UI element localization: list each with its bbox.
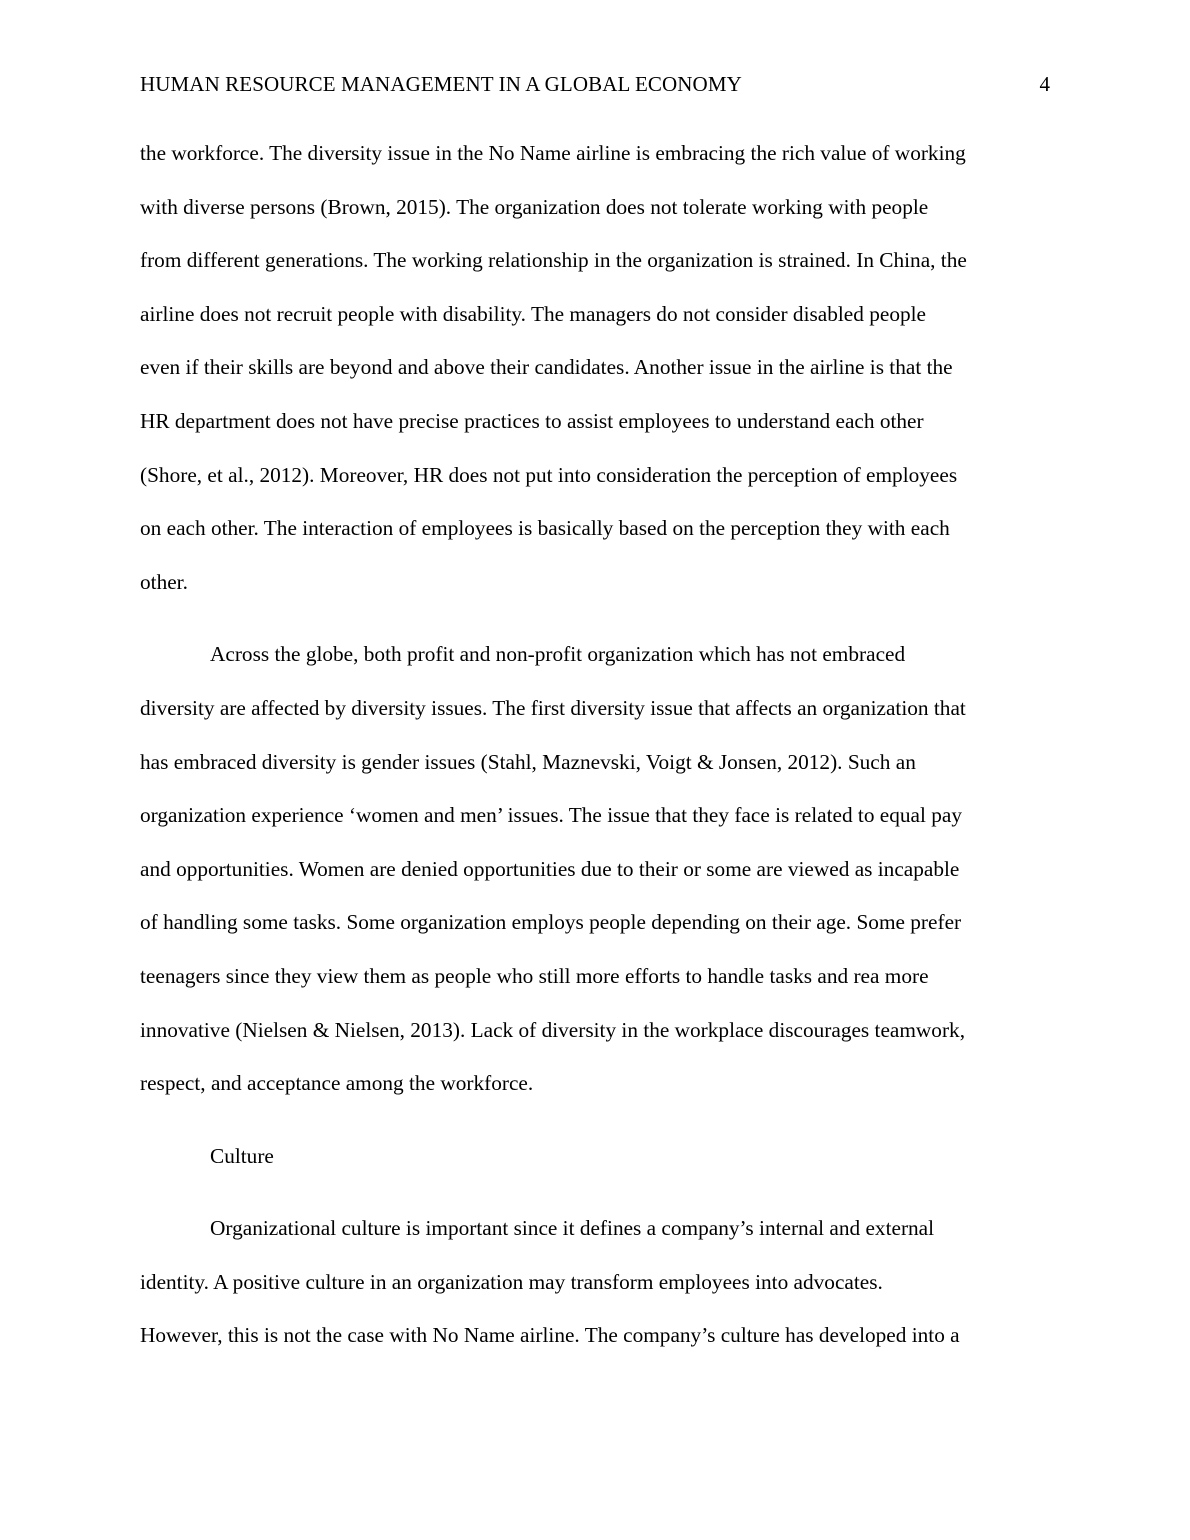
text-line: However, this is not the case with No Name airline. The company’s culture has developed into a: [140, 1323, 960, 1348]
page-number: 4: [1039, 72, 1050, 96]
text-line: organization experience ‘women and men’ issues. The issue that they face is related to equal pay: [140, 803, 962, 828]
section-heading-culture: Culture: [210, 1143, 274, 1168]
paragraph-diversity-issues: [140, 127, 1050, 609]
paragraph-global-diversity: [140, 628, 1050, 1110]
text-line: innovative (Nielsen & Nielsen, 2013). Lack of diversity in the workplace discourages teamwork,: [140, 1017, 966, 1042]
paragraph-spacer: [140, 609, 1050, 628]
text-line: from different generations. The working relationship in the organization is strained. In China, the: [140, 248, 967, 273]
text-line: has embraced diversity is gender issues (Stahl, Maznevski, Voigt & Jonsen, 2012). Such an: [140, 749, 916, 774]
text-line: Organizational culture is important since it defines a company’s internal and external: [210, 1216, 935, 1241]
running-title: HUMAN RESOURCE MANAGEMENT IN A GLOBAL ECONOMY: [140, 72, 742, 96]
text-line: with diverse persons (Brown, 2015). The organization does not tolerate working with people: [140, 194, 929, 219]
text-line: teenagers since they view them as people who still more efforts to handle tasks and rea more: [140, 963, 929, 988]
paragraph-spacer: [140, 1183, 1050, 1202]
text-line: and opportunities. Women are denied opportunities due to their or some are viewed as incapable: [140, 856, 960, 881]
text-line: on each other. The interaction of employees is basically based on the perception they with each: [140, 516, 950, 541]
text-line: Across the globe, both profit and non-profit organization which has not embraced: [210, 642, 906, 667]
document-body: [140, 127, 1050, 1363]
text-line: the workforce. The diversity issue in the No Name airline is embracing the rich value of working: [140, 141, 966, 165]
text-line: airline does not recruit people with disability. The managers do not consider disabled people: [140, 301, 926, 326]
text-line: HR department does not have precise practices to assist employees to understand each other: [140, 408, 924, 433]
paragraph-spacer: [140, 1111, 1050, 1130]
paragraph-culture: [140, 1202, 1050, 1363]
text-line: (Shore, et al., 2012). Moreover, HR does not put into consideration the perception of employees: [140, 462, 958, 487]
text-line: diversity are affected by diversity issues. The first diversity issue that affects an organization that: [140, 695, 966, 720]
text-line: of handling some tasks. Some organization employs people depending on their age. Some prefer: [140, 910, 962, 935]
text-line: other.: [140, 569, 188, 594]
text-line: respect, and acceptance among the workforce.: [140, 1071, 534, 1096]
text-line: identity. A positive culture in an organization may transform employees into advocates.: [140, 1269, 883, 1294]
running-header: [140, 70, 1050, 98]
text-line: even if their skills are beyond and above their candidates. Another issue in the airline is that the: [140, 355, 953, 380]
